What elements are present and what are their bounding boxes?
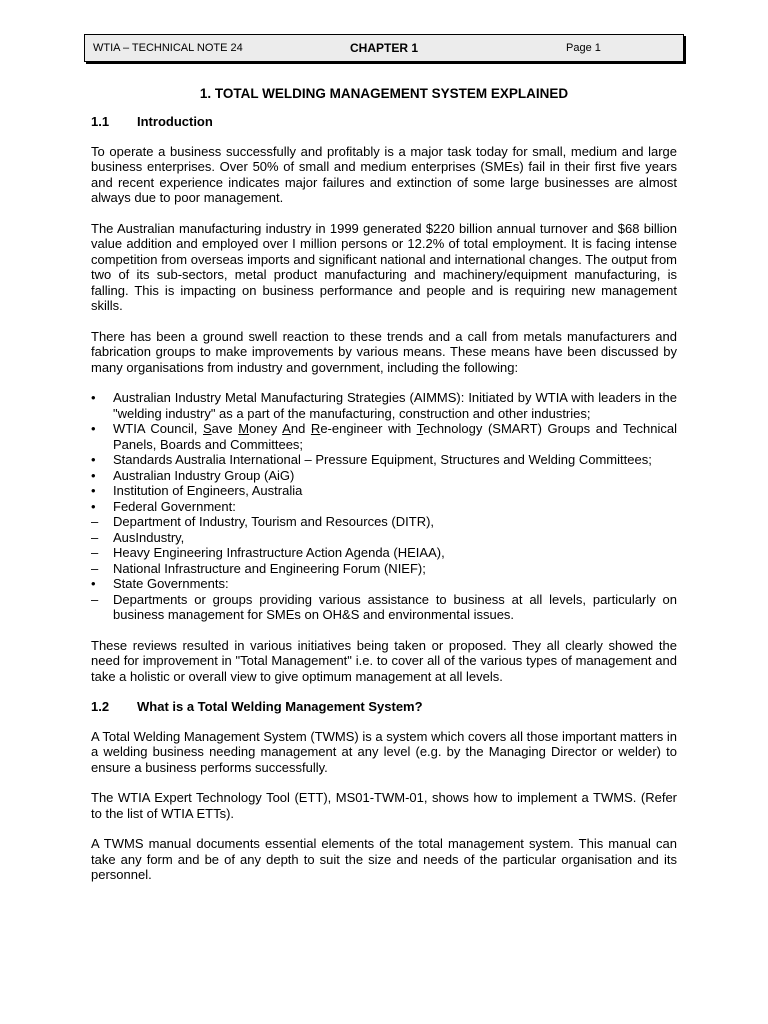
section-title: Introduction: [137, 114, 213, 129]
list-item: [91, 561, 677, 577]
list-item-text: Institution of Engineers, Australia: [113, 483, 303, 498]
list-item: [91, 499, 677, 515]
bullet-icon: •: [91, 390, 96, 405]
list-item: [91, 452, 677, 468]
section-number: 1.1: [91, 114, 110, 129]
list-item: [91, 530, 677, 546]
list-item-text: State Governments:: [113, 576, 229, 591]
page-header: [84, 34, 684, 62]
header-page-number: Page 1: [566, 42, 601, 54]
dash-icon: –: [91, 545, 99, 560]
header-doc-name: WTIA – TECHNICAL NOTE 24: [93, 42, 243, 54]
section-title: What is a Total Welding Management System?: [137, 699, 423, 714]
list-item-text: WTIA Council, Save Money And Re-engineer with Technology (SMART) Groups and Technical Panels, Boards and Committees;: [113, 421, 678, 452]
section-heading-1-2: [91, 699, 677, 715]
list-item-text: AusIndustry,: [113, 529, 185, 545]
document-body: [91, 86, 677, 898]
bullet-icon: •: [91, 467, 96, 483]
list-item: [91, 576, 677, 592]
organisation-list: [91, 390, 677, 623]
dash-icon: –: [91, 560, 99, 576]
list-item-text: National Infrastructure and Engineering Forum (NIEF);: [113, 560, 426, 576]
list-item-text: Australian Industry Metal Manufacturing Strategies (AIMMS): Initiated by WTIA with leaders in the "welding industry" as a part of the manufacturing, construction and other industries;: [113, 390, 677, 421]
list-item-text: Federal Government:: [113, 498, 236, 514]
bullet-icon: •: [91, 576, 96, 591]
paragraph: The Australian manufacturing industry in 1999 generated $220 billion annual turnover and $68 billion value addition and employed over I million persons or 12.2% of total employment. It is facing intense competition from overseas imports and significant national and international changes. The output from two of its sub-sectors, metal product manufacturing and machinery/equipment manufacturing, is falling. This is impacting on business performance and people and is requiring new management skills.: [91, 220, 677, 313]
paragraph: A TWMS manual documents essential elements of the total management system. This manual can take any form and be of any depth to suit the size and needs of the particular organisation and its personnel.: [91, 836, 677, 882]
dash-icon: –: [91, 591, 99, 607]
list-item-text: Department of Industry, Tourism and Resources (DITR),: [113, 514, 435, 529]
paragraph: There has been a ground swell reaction to these trends and a call from metals manufacturers and fabrication groups to make improvements by various means. These means have been discussed by many organisations from industry and government, including the following:: [91, 328, 677, 375]
chapter-title: 1. TOTAL WELDING MANAGEMENT SYSTEM EXPLAINED: [199, 86, 569, 101]
dash-icon: –: [91, 529, 99, 545]
list-item: [91, 421, 677, 452]
bullet-icon: •: [91, 421, 96, 436]
bullet-icon: •: [91, 452, 96, 467]
dash-icon: –: [91, 514, 99, 529]
section-number: 1.2: [91, 699, 110, 714]
list-item: [91, 390, 677, 421]
paragraph: The WTIA Expert Technology Tool (ETT), MS01-TWM-01, shows how to implement a TWMS. (Refer to the list of WTIA ETTs).: [91, 790, 677, 821]
list-item-text: Standards Australia International – Pressure Equipment, Structures and Welding Committees;: [113, 452, 652, 467]
list-item: [91, 483, 677, 499]
paragraph: These reviews resulted in various initiatives being taken or proposed. They all clearly showed the need for improvement in "Total Management" i.e. to cover all of the various types of management and take a holistic or overall view to give optimum management at all levels.: [91, 637, 677, 684]
header-chapter: CHAPTER 1: [349, 41, 418, 55]
list-item-text: Australian Industry Group (AiG): [113, 467, 295, 483]
list-item-text: Heavy Engineering Infrastructure Action Agenda (HEIAA),: [113, 545, 445, 560]
list-item: [91, 545, 677, 561]
bullet-icon: •: [91, 483, 96, 498]
list-item: [91, 468, 677, 484]
bullet-icon: •: [91, 498, 96, 514]
paragraph: A Total Welding Management System (TWMS) is a system which covers all those important matters in a welding business needing management at any level (e.g. by the Managing Director or welder) to ensure a business performs successfully.: [91, 728, 677, 775]
list-item: [91, 514, 677, 530]
list-item-text: Departments or groups providing various assistance to business at all levels, particularly on business management for SMEs on OH&S and environmental issues.: [113, 591, 677, 622]
paragraph: To operate a business successfully and profitably is a major task today for small, medium and large business enterprises. Over 50% of small and medium enterprises (SMEs) fail in their first five years and recent experience indicates major failures and extinction of some large businesses are almost always due to poor management.: [91, 143, 677, 205]
section-heading-1-1: [91, 114, 677, 130]
list-item: [91, 592, 677, 623]
